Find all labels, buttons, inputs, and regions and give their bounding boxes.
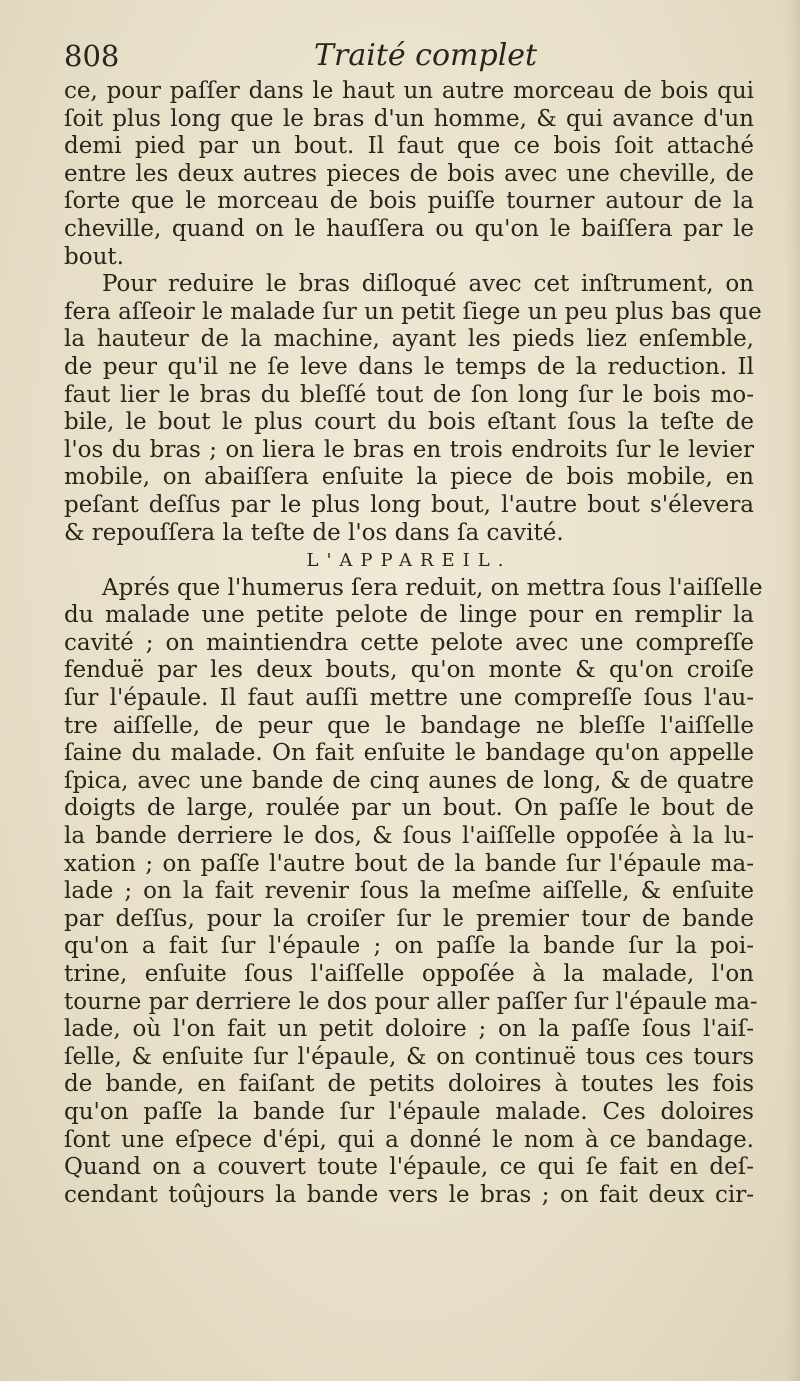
running-head: Traité complet <box>314 38 538 73</box>
page-number: 808 <box>64 39 120 73</box>
text-line: Quand on a couvert toute l'épaule, ce qui ſe fait en deſ- <box>64 1154 754 1181</box>
text-line: doigts de large, roulée par un bout. On paſſe le bout de <box>64 795 754 822</box>
text-line: peſant deſſus par le plus long bout, l'autre bout s'élevera <box>64 491 754 518</box>
text-line: ſont une eſpece d'épi, qui a donné le nom à ce bandage. <box>64 1126 754 1153</box>
page-header <box>64 36 760 76</box>
text-line: ſelle, & enſuite ſur l'épaule, & on continuë tous ces tours <box>64 1043 754 1070</box>
text-line: Pour reduire le bras diſloqué avec cet inſtrument, on <box>102 271 754 298</box>
text-line: de peur qu'il ne ſe leve dans le temps de la reduction. Il <box>64 353 754 380</box>
text-line: fera aſſeoir le malade ſur un petit ſiege un peu plus bas que <box>64 298 762 325</box>
text-line: cavité ; on maintiendra cette pelote avec une compreſſe <box>64 629 754 656</box>
text-line: qu'on a fait ſur l'épaule ; on paſſe la bande ſur la poi- <box>64 933 754 960</box>
text-line: lade, où l'on fait un petit doloire ; on la paſſe ſous l'aiſ- <box>64 1016 754 1043</box>
text-line: cheville, quand on le hauſſera ou qu'on le baiſſera par le <box>64 215 754 242</box>
text-line: du malade une petite pelote de linge pour en remplir la <box>64 602 754 629</box>
text-line: la hauteur de la machine, ayant les pieds liez enſemble, <box>64 326 754 353</box>
text-line: bout. <box>64 243 124 270</box>
text-line: Aprés que l'humerus ſera reduit, on mettra ſous l'aiſſelle <box>102 574 763 601</box>
text-line: faut lier le bras du bleſſé tout de ſon long ſur le bois mo- <box>64 381 754 408</box>
text-line: de bande, en faiſant de petits doloires à toutes les fois <box>64 1071 754 1098</box>
text-line: lade ; on la fait revenir ſous la meſme aiſſelle, & enſuite <box>64 878 754 905</box>
text-line: xation ; on paſſe l'autre bout de la bande ſur l'épaule ma- <box>64 850 754 877</box>
text-line: qu'on paſſe la bande ſur l'épaule malade. Ces doloires <box>64 1098 754 1125</box>
text-line: fenduë par les deux bouts, qu'on monte & qu'on croiſe <box>64 657 754 684</box>
section-heading: L'APPAREIL. <box>306 550 512 572</box>
text-line: bile, le bout le plus court du bois eſtant ſous la teſte de <box>64 409 754 436</box>
text-line: l'os du bras ; on liera le bras en trois endroits ſur le levier <box>64 436 754 463</box>
text-line: cendant toûjours la bande vers le bras ; on fait deux cir- <box>64 1181 754 1208</box>
text-line: ſorte que le morceau de bois puiſſe tourner autour de la <box>64 188 754 215</box>
text-line: entre les deux autres pieces de bois avec une cheville, de <box>64 160 754 187</box>
text-line: demi pied par un bout. Il faut que ce bois ſoit attaché <box>64 133 754 160</box>
page-edge-shadow <box>786 0 800 1381</box>
body-text <box>64 78 763 1209</box>
text-line: par deſſus, pour la croiſer ſur le premier tour de bande <box>64 905 754 932</box>
text-line: mobile, on abaiſſera enſuite la piece de bois mobile, en <box>64 464 754 491</box>
text-line: ſaine du malade. On fait enſuite le bandage qu'on appelle <box>64 740 754 767</box>
text-line: ſpica, avec une bande de cinq aunes de long, & de quatre <box>64 767 754 794</box>
text-line: tourne par derriere le dos pour aller paſſer ſur l'épaule ma- <box>64 988 758 1015</box>
text-line: ce, pour paſſer dans le haut un autre morceau de bois qui <box>64 78 754 104</box>
text-line: trine, enſuite ſous l'aiſſelle oppoſée à la malade, l'on <box>64 961 754 987</box>
text-line: ſoit plus long que le bras d'un homme, & qui avance d'un <box>64 105 754 132</box>
text-line: la bande derriere le dos, & ſous l'aiſſelle oppoſée à la lu- <box>64 823 754 850</box>
text-line: & repouſſera la teſte de l'os dans ſa cavité. <box>64 519 564 546</box>
text-line: tre aiſſelle, de peur que le bandage ne bleſſe l'aiſſelle <box>64 712 754 739</box>
text-line: ſur l'épaule. Il faut auſſi mettre une compreſſe ſous l'au- <box>64 685 754 712</box>
